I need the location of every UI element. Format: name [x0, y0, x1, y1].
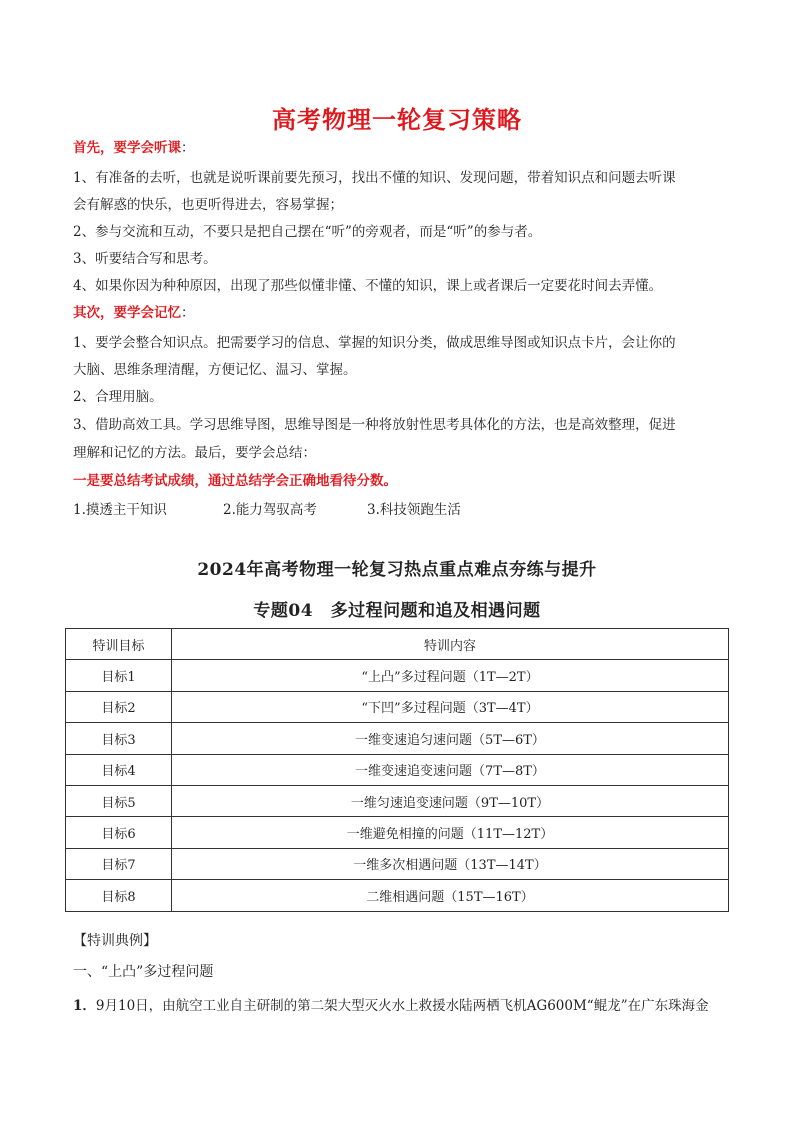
section1-item: 3、听要结合写和思考。 — [73, 251, 217, 267]
table-row — [66, 785, 729, 816]
summary-red-line: 一是要总结考试成绩，通过总结学会正确地看待分数。 — [73, 473, 397, 489]
table-cell: 一维避免相撞的问题（11T—12T） — [172, 817, 729, 848]
question-1 — [73, 994, 709, 1014]
doc-heading: 2024年高考物理一轮复习热点重点难点夯练与提升 — [197, 560, 597, 580]
table-cell: 目标6 — [66, 817, 172, 848]
section2-item: 1、要学会整合知识点。把需要学习的信息、掌握的知识分类，做成思维导图或知识点卡片，会让你的 — [73, 335, 676, 351]
table-header-row — [66, 629, 729, 660]
subsection-heading: 一、“上凸”多过程问题 — [73, 964, 214, 980]
table-cell: 一维多次相遇问题（13T—14T） — [172, 848, 729, 879]
table-cell: 一维变速追匀速问题（5T—6T） — [172, 723, 729, 754]
key-point: 1.摸透主干知识 — [73, 502, 167, 518]
section2-colon: ： — [181, 305, 195, 321]
question-number: 1． — [73, 998, 96, 1014]
examples-heading: 【特训典例】 — [73, 933, 157, 949]
table-cell: 一维匀速追变速问题（9T—10T） — [172, 785, 729, 816]
section2-heading — [73, 303, 733, 323]
key-point: 3.科技领跑生活 — [367, 502, 461, 518]
table-cell: 目标5 — [66, 785, 172, 816]
table-cell: 目标7 — [66, 848, 172, 879]
table-cell: 目标2 — [66, 691, 172, 722]
table-cell: 目标4 — [66, 754, 172, 785]
section2-item: 理解和记忆的方法。最后，要学会总结： — [73, 445, 316, 461]
topic-heading: 专题04 多过程问题和追及相遇问题 — [253, 601, 541, 621]
section1-item: 2、参与交流和互动，不要只是把自己摆在“听”的旁观者，而是“听”的参与者。 — [73, 224, 542, 240]
table-cell: 目标8 — [66, 880, 172, 911]
section1-item: 会有解惑的快乐，也更听得进去，容易掌握； — [73, 197, 343, 213]
table-cell: “上凸”多过程问题（1T—2T） — [172, 660, 729, 691]
table-row — [66, 754, 729, 785]
section1-item: 4、如果你因为种种原因，出现了那些似懂非懂、不懂的知识，课上或者课后一定要花时间去弄懂。 — [73, 278, 663, 294]
section2-item: 大脑、思维条理清醒，方便记忆、温习、掌握。 — [73, 362, 357, 378]
targets-table — [65, 628, 729, 912]
key-point: 2.能力驾驭高考 — [223, 502, 317, 518]
table-cell: “下凹”多过程问题（3T—4T） — [172, 691, 729, 722]
section1-colon: ： — [181, 140, 195, 156]
table-cell: 二维相遇问题（15T—16T） — [172, 880, 729, 911]
table-row — [66, 660, 729, 691]
section1-heading — [73, 138, 733, 158]
table-row — [66, 848, 729, 879]
table-header-cell: 特训目标 — [66, 629, 172, 660]
table-cell: 目标3 — [66, 723, 172, 754]
section2-heading-text: 其次，要学会记忆 — [73, 305, 181, 321]
section1-item: 1、有准备的去听，也就是说听课前要先预习，找出不懂的知识、发现问题，带着知识点和问题去听课 — [73, 170, 676, 186]
table-row — [66, 723, 729, 754]
section2-item: 3、借助高效工具。学习思维导图，思维导图是一种将放射性思考具体化的方法，也是高效整理，促进 — [73, 417, 676, 433]
table-row — [66, 880, 729, 911]
table-row — [66, 691, 729, 722]
table-header-cell: 特训内容 — [172, 629, 729, 660]
table-cell: 目标1 — [66, 660, 172, 691]
table-cell: 一维变速追变速问题（7T—8T） — [172, 754, 729, 785]
question-text: 9月10日，由航空工业自主研制的第二架大型灭火水上救援水陆两栖飞机AG600M“鲲龙”在广东珠海金 — [95, 998, 709, 1014]
table-row — [66, 817, 729, 848]
section2-item: 2、合理用脑。 — [73, 389, 163, 405]
section1-heading-text: 首先，要学会听课 — [73, 140, 181, 156]
page-title: 高考物理一轮复习策略 — [272, 106, 522, 134]
